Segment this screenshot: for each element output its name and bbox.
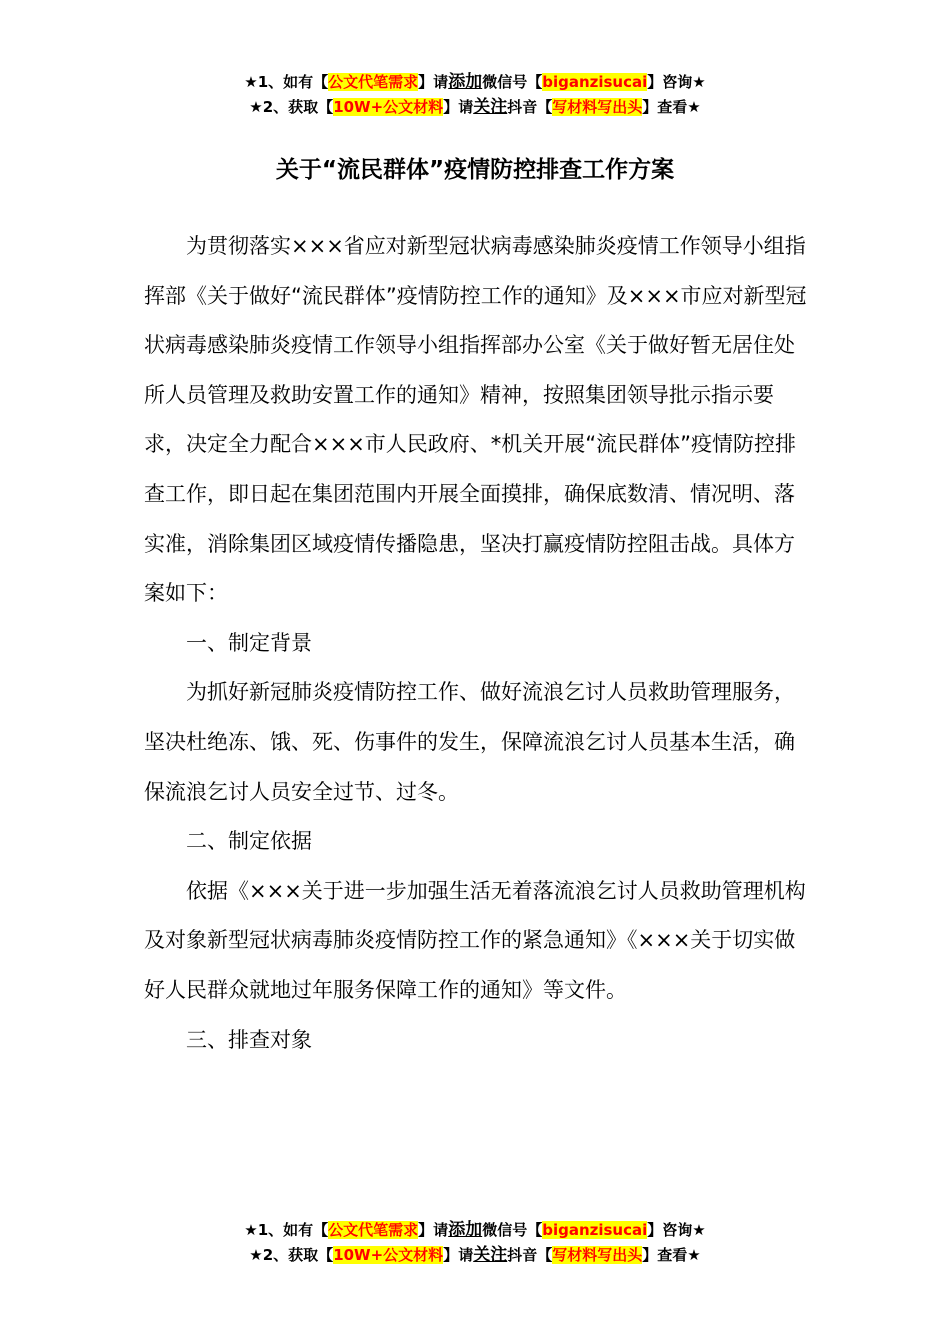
header-banner <box>0 70 950 120</box>
footer-line-1-prefix: ★1、如有【 <box>244 1221 329 1239</box>
paragraph-background: 为抓好新冠肺炎疫情防控工作、做好流浪乞讨人员救助管理服务，坚决杜绝冻、饿、死、伤事件的发生，保障流浪乞讨人员基本生活，确保流浪乞讨人员安全过节、过冬。 <box>144 680 795 804</box>
document-body <box>144 222 812 1065</box>
banner-line-2-mid: 】请 <box>443 98 474 116</box>
section-heading-basis: 二、制定依据 <box>186 829 312 854</box>
banner-line-2-prefix: ★2、获取【 <box>249 98 334 116</box>
section-heading-background: 一、制定背景 <box>186 630 312 655</box>
footer-banner-line-1 <box>0 1218 950 1243</box>
paragraph-basis: 依据《×××关于进一步加强生活无着落流浪乞讨人员救助管理机构及对象新型冠状病毒肺炎疫情防控工作的紧急通知》《×××关于切实做好人民群众就地过年服务保障工作的通知》等文件。 <box>144 878 806 1002</box>
banner-line-1-suffix: 】咨询★ <box>647 73 706 91</box>
banner-line-2-mid2: 抖音【 <box>507 98 553 116</box>
footer-highlight-materials: 10W+公文材料 <box>333 1246 444 1264</box>
footer-line-2-prefix: ★2、获取【 <box>249 1246 334 1264</box>
document-title: 关于“流民群体”疫情防控排查工作方案 <box>275 157 675 183</box>
footer-highlight-wechat-id: biganzisucai <box>542 1221 648 1239</box>
footer-emphasis-add: 添加 <box>448 1220 483 1240</box>
footer-line-1-suffix: 】咨询★ <box>647 1221 706 1239</box>
footer-emphasis-follow: 关注 <box>473 1245 508 1265</box>
banner-highlight-materials: 10W+公文材料 <box>333 98 444 116</box>
footer-line-2-suffix: 】查看★ <box>642 1246 701 1264</box>
footer-highlight-douyin-account: 写材料写出头 <box>552 1246 643 1264</box>
section-heading-targets: 三、排查对象 <box>186 1027 312 1052</box>
banner-highlight-douyin-account: 写材料写出头 <box>552 98 643 116</box>
banner-line-2 <box>0 95 950 120</box>
banner-highlight-wechat-id: biganzisucai <box>542 73 648 91</box>
footer-banner-line-2 <box>0 1243 950 1268</box>
banner-line-2-suffix: 】查看★ <box>642 98 701 116</box>
banner-line-1-mid: 】请 <box>418 73 449 91</box>
footer-highlight-service: 公文代笔需求 <box>328 1221 419 1239</box>
paragraph-intro: 为贯彻落实×××省应对新型冠状病毒感染肺炎疫情工作领导小组指挥部《关于做好“流民群体”疫情防控工作的通知》及×××市应对新型冠状病毒感染肺炎疫情工作领导小组指挥部办公室《关于做好暂无居住处所人员管理及救助安置工作的通知》精神，按照集团领导批示指示要求，决定全力配合×××市人民政府、*机关开展“流民群体”疫情防控排查工作，即日起在集团范围内开展全面摸排，确保底数清、情况明、落实准，消除集团区域疫情传播隐患，坚决打赢疫情防控阻击战。具体方案如下： <box>144 234 807 606</box>
banner-emphasis-add: 添加 <box>448 72 483 92</box>
footer-line-1-mid2: 微信号【 <box>482 1221 543 1239</box>
footer-line-2-mid: 】请 <box>443 1246 474 1264</box>
banner-emphasis-follow: 关注 <box>473 97 508 117</box>
footer-line-1-mid: 】请 <box>418 1221 449 1239</box>
banner-line-1-prefix: ★1、如有【 <box>244 73 329 91</box>
footer-banner <box>0 1218 950 1268</box>
banner-line-1 <box>0 70 950 95</box>
footer-line-2-mid2: 抖音【 <box>507 1246 553 1264</box>
banner-line-1-mid2: 微信号【 <box>482 73 543 91</box>
banner-highlight-service: 公文代笔需求 <box>328 73 419 91</box>
